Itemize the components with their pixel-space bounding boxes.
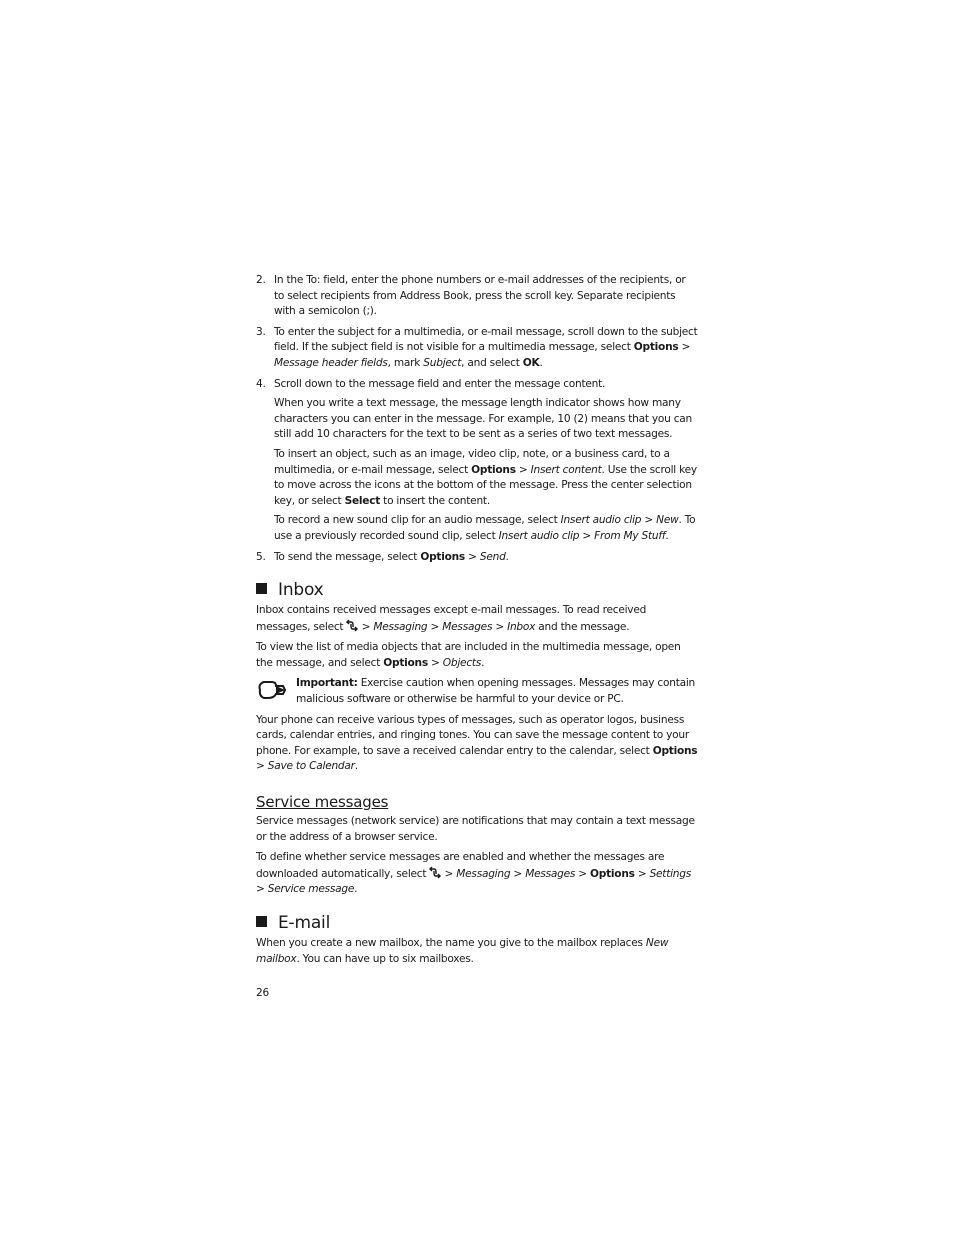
separator: > [515,463,531,476]
text: . To use a previously recorded sound clip, select [274,514,696,542]
menu-messaging: Messaging [373,620,428,633]
menu-ok: OK [522,356,540,369]
step-text [274,377,698,393]
inbox-paragraph-3 [256,713,698,775]
page-number: 26 [256,987,269,1000]
separator: > [427,656,443,669]
step-2 [256,273,698,320]
text: When you create a new mailbox, the name you give to the mailbox replaces [256,937,646,949]
step-4 [256,377,698,545]
important-note [256,676,698,707]
text: Inbox contains received messages except e-mail messages. To read received messages, select [256,604,647,633]
text: To insert an object, such as an image, video clip, note, or a business card, to a multimedia, or e-mail message, select [274,447,670,476]
step-4-insert-paragraph [274,447,698,509]
separator: > [441,867,457,880]
text: To view the list of media objects that are included in the multimedia message, open the message, and select [256,641,681,669]
text: When you write a text message, the message length indicator shows how many characters you can enter in the message. For example, 10 (2) means that you can still add 10 characters for the text to be sent as a series of two text messages. [274,397,692,441]
square-bullet-icon [256,916,267,927]
email-paragraph-1 [256,936,698,967]
step-text [274,325,698,372]
menu-messages: Messages [525,867,576,880]
menu-settings: Settings [649,867,692,880]
separator: > [358,620,374,633]
separator: > [678,341,691,354]
heading-text: E-mail [278,913,331,933]
menu-messaging: Messaging [456,867,511,880]
menu-options: Options [383,656,428,669]
menu-key-icon [429,866,441,879]
text: Service messages (network service) are notifications that may contain a text message or the address of a browser service. [256,815,695,843]
menu-insert-content: Insert content [530,463,602,476]
separator: > [510,867,526,880]
text: To define whether service messages are enabled and whether the messages are downloaded automatically, select [256,851,665,880]
text: . [539,356,543,369]
text: . [505,550,509,563]
menu-message-header-fields: Message header fields [274,356,388,369]
separator: > [256,883,268,896]
text: . [354,883,358,896]
important-label: Important: [296,677,358,690]
text: Exercise caution when opening messages. Messages may contain malicious software or otherwise be harmful to your device or PC. [296,677,695,706]
text: In the To: field, enter the phone numbers or e-mail addresses of the recipients, or to select recipients from Address Book, press the scroll key. Separate recipients with a semicolon (;). [274,274,686,318]
text: . [354,760,358,773]
menu-options: Options [420,550,465,563]
inbox-paragraph-1 [256,603,698,635]
text: . Use the scroll key to move across the icons at the bottom of the message. Press the center selection key, or select [274,463,697,507]
separator: > [464,550,480,563]
menu-key-icon [346,619,358,632]
menu-objects: Objects [442,656,482,669]
text: Scroll down to the message field and enter the message content. [274,377,606,390]
menu-save-to-calendar: Save to Calendar [267,760,355,773]
step-text [274,273,698,320]
separator: > [492,620,508,633]
text: To send the message, select [274,550,421,563]
menu-options: Options [590,867,635,880]
service-messages-heading: Service messages [256,793,389,812]
text: . You can have up to six mailboxes. [296,952,474,965]
text: To record a new sound clip for an audio message, select [274,514,561,527]
important-hand-icon [256,678,286,700]
separator: > [579,529,595,542]
menu-select: Select [344,494,381,507]
step-number: 3. [256,325,266,338]
menu-inbox: Inbox [507,620,536,633]
heading-text: Inbox [278,580,324,601]
separator: > [575,867,591,880]
step-3 [256,325,698,372]
step-text [274,550,698,566]
important-text [296,676,698,707]
step-number: 4. [256,377,266,390]
separator: > [641,514,657,527]
text: and the message. [535,620,630,633]
menu-send: Send [479,550,506,563]
menu-from-my-stuff: From My Stuff [594,529,666,542]
step-4-record-paragraph [274,513,698,544]
menu-options: Options [471,463,516,476]
text: . [665,529,669,542]
menu-new-mailbox: New mailbox [256,937,669,965]
inbox-paragraph-2 [256,640,698,671]
menu-options: Options [633,341,679,354]
step-number: 2. [256,274,266,286]
text: , mark [387,356,424,369]
text: , and select [461,356,523,369]
text: . [481,656,485,669]
step-4-length-paragraph [274,396,698,443]
text: Your phone can receive various types of messages, such as operator logos, business cards, calendar entries, and ringing tones. You can save the message content to your phone. For example, to save a received calendar entry to the calendar, select [256,713,689,757]
service-paragraph-2 [256,850,698,898]
inbox-heading [256,580,698,600]
text: To enter the subject for a multimedia, or e-mail message, scroll down to the subject field. If the subject field is not visible for a multimedia message, select [274,325,698,354]
step-number: 5. [256,550,266,563]
menu-messages: Messages [442,620,493,633]
menu-insert-audio-clip: Insert audio clip [560,514,642,527]
menu-insert-audio-clip: Insert audio clip [498,529,580,542]
square-bullet-icon [256,583,267,594]
menu-options: Options [652,744,698,757]
service-paragraph-1 [256,814,698,845]
separator: > [256,760,268,773]
instruction-steps [256,273,698,565]
step-5 [256,550,698,566]
separator: > [634,867,650,880]
text: to insert the content. [380,494,490,507]
email-heading [256,913,698,933]
menu-service-message: Service message [267,883,355,896]
menu-new: New [656,514,679,527]
page-content [256,273,698,1002]
menu-subject: Subject [423,356,462,369]
separator: > [427,620,443,633]
